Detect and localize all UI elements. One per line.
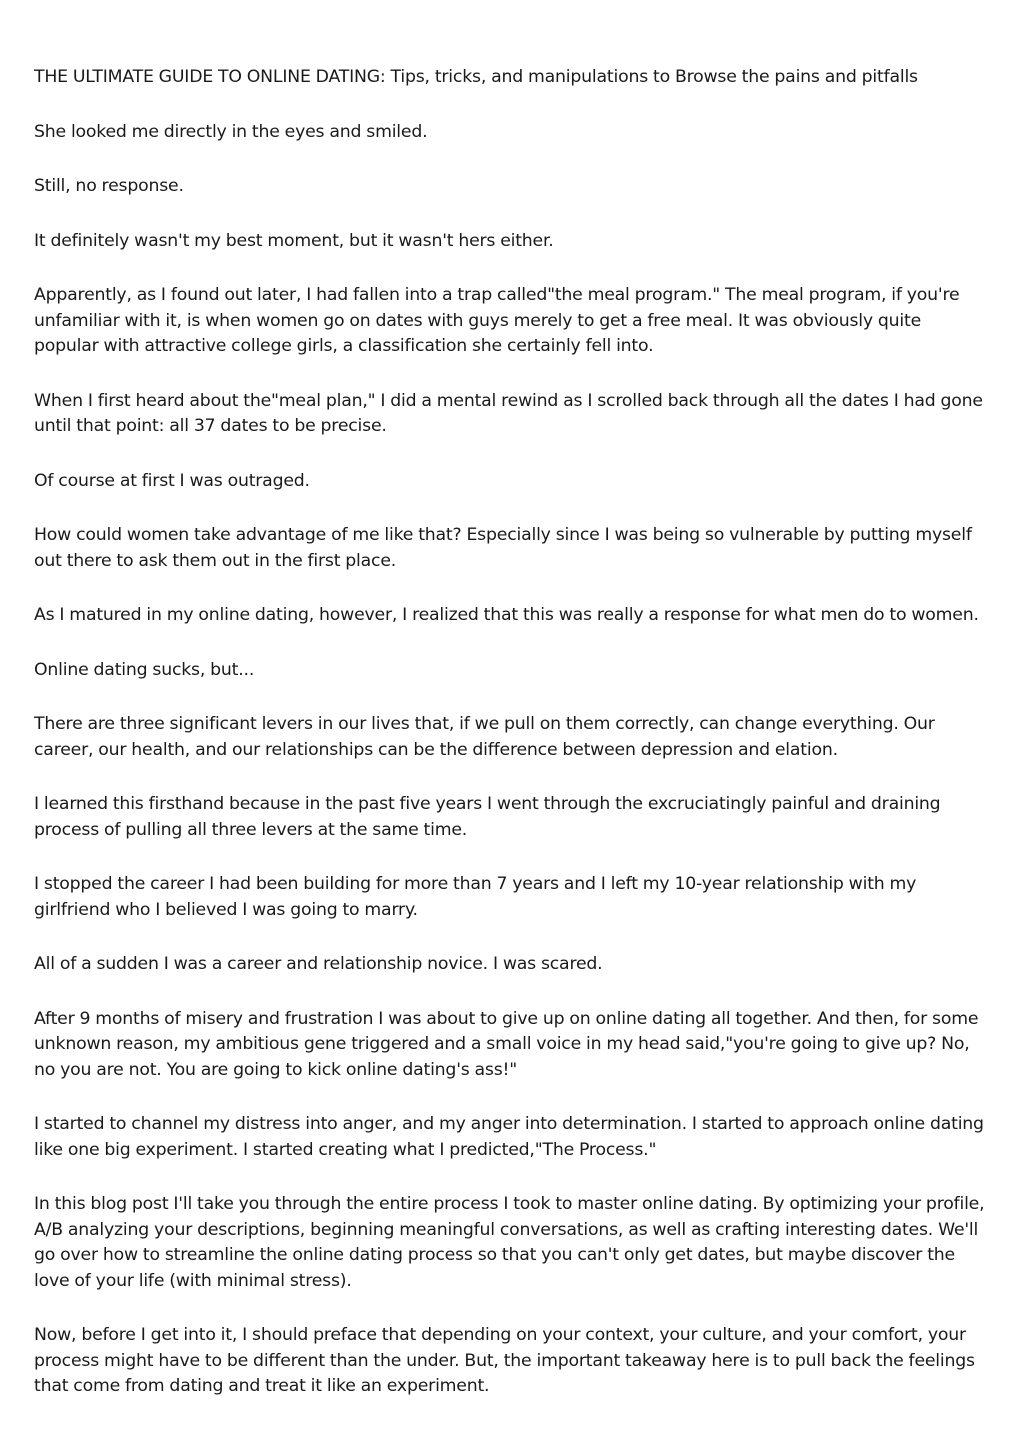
paragraph: I learned this firsthand because in the past five years I went through the excruciatingly painful and draining process of pulling all three levers at the same time.: [34, 794, 941, 840]
paragraph: Apparently, as I found out later, I had fallen into a trap called"the meal program." The meal program, if you're unfamiliar with it, is when women go on dates with guys merely to get a free meal. It was obviously quite popular with attractive college girls, a classification she certainly fell into.: [34, 285, 960, 356]
paragraph: Now, before I get into it, I should preface that depending on your context, your culture, and your comfort, your process might have to be different than the under. But, the important takeaway here is to pull back the feelings that come from dating and treat it like an experiment.: [34, 1325, 975, 1396]
paragraph: As I matured in my online dating, however, I realized that this was really a response for what men do to women.: [34, 605, 979, 625]
paragraph: In this blog post I'll take you through the entire process I took to master online dating. By optimizing your profile, A/B analyzing your descriptions, beginning meaningful conversations, as well as crafting interesting dates. We'll go over how to streamline the online dating process so that you can't only get dates, but maybe discover the love of your life (with minimal stress).: [34, 1194, 985, 1291]
paragraph: There are three significant levers in our lives that, if we pull on them correctly, can change everything. Our career, our health, and our relationships can be the difference between depression and elation.: [34, 714, 935, 760]
paragraph: Still, no response.: [34, 176, 184, 196]
paragraph: All of a sudden I was a career and relationship novice. I was scared.: [34, 954, 603, 974]
paragraph: It definitely wasn't my best moment, but it wasn't hers either.: [34, 230, 554, 251]
paragraph: Online dating sucks, but...: [34, 659, 255, 680]
paragraph: I started to channel my distress into anger, and my anger into determination. I started to approach online dating like one big experiment. I started creating what I predicted,"The Process.": [34, 1114, 984, 1160]
paragraph: After 9 months of misery and frustration I was about to give up on online dating all together. And then, for some unknown reason, my ambitious gene triggered and a small voice in my head said,"you're going to give up? No, no you are not. You are going to kick online dating's ass!": [34, 1008, 979, 1080]
paragraph: She looked me directly in the eyes and smiled.: [34, 121, 428, 142]
paragraph: Of course at first I was outraged.: [34, 470, 310, 491]
paragraph: I stopped the career I had been building for more than 7 years and I left my 10-year relationship with my girlfriend who I believed I was going to marry.: [34, 874, 917, 920]
document-title: THE ULTIMATE GUIDE TO ONLINE DATING: Tips, tricks, and manipulations to Browse the pains and pitfalls: [34, 67, 918, 87]
paragraph: When I first heard about the"meal plan," I did a mental rewind as I scrolled back through all the dates I had gone until that point: all 37 dates to be precise.: [34, 390, 983, 436]
paragraph: How could women take advantage of me like that? Especially since I was being so vulnerable by putting myself out there to ask them out in the first place.: [34, 525, 972, 571]
